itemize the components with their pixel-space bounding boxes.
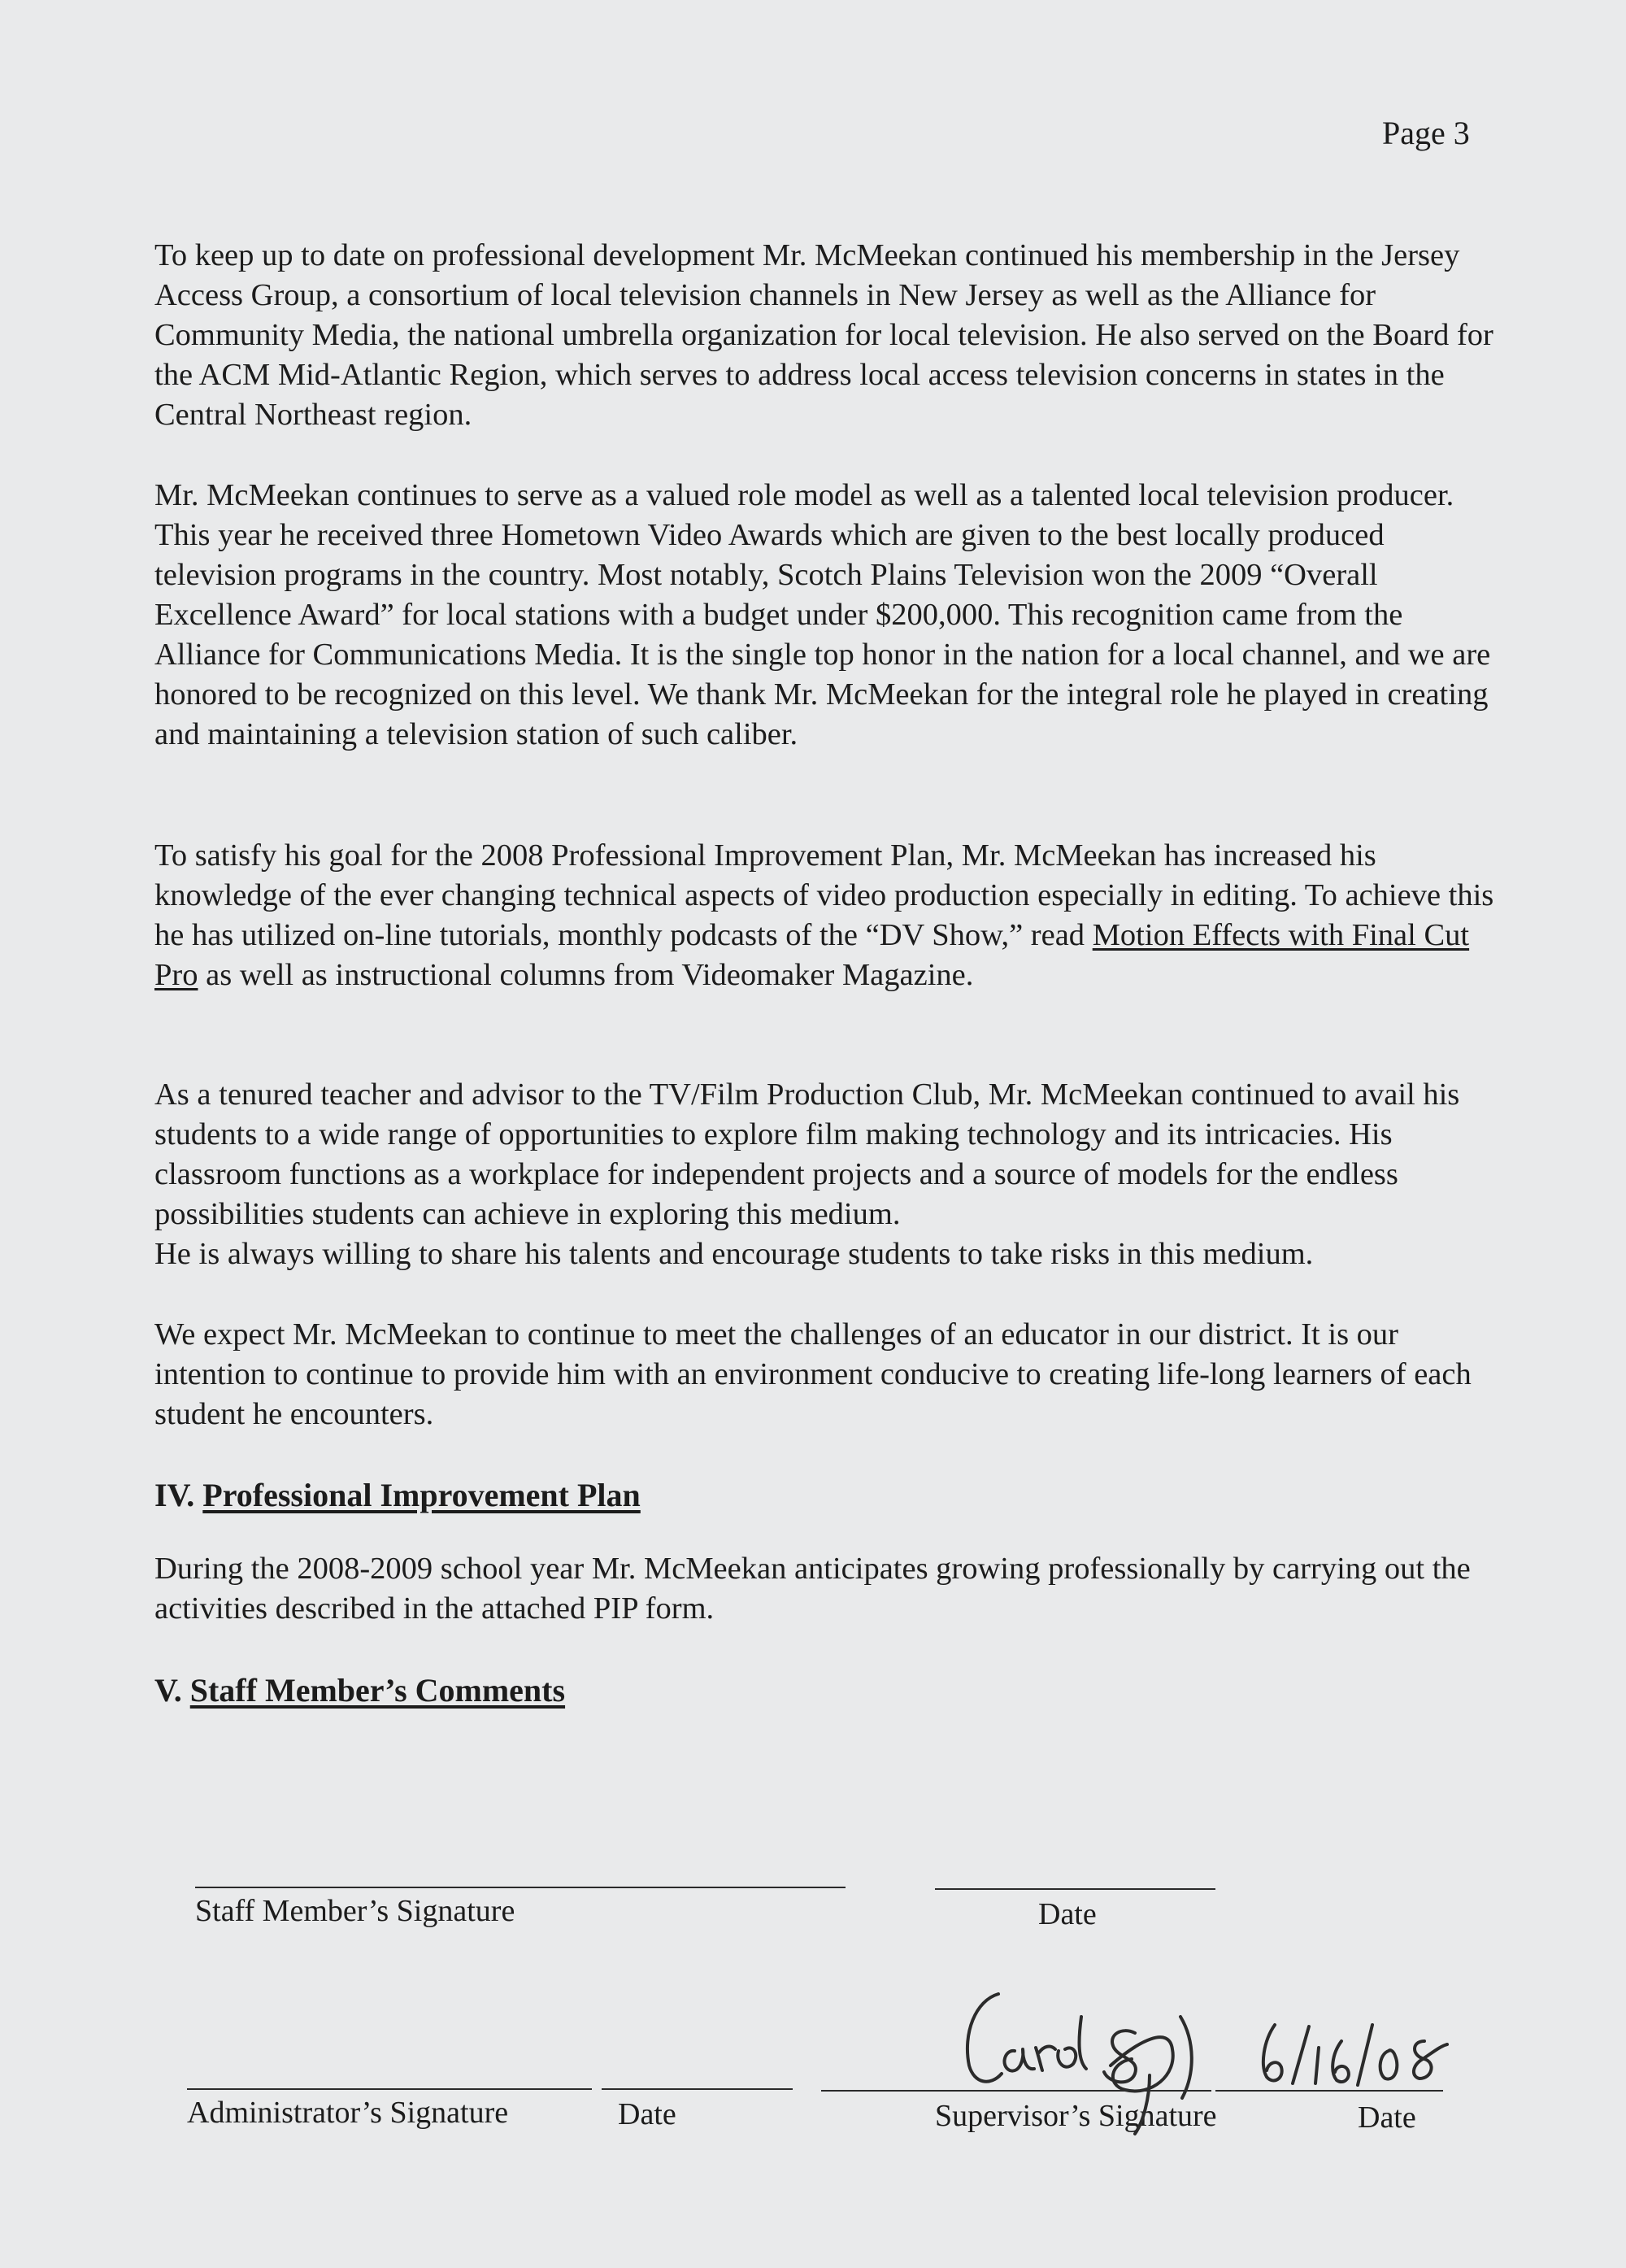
paragraph-professional-development: To keep up to date on professional development Mr. McMeekan continued his membership in the Jersey Access Group, a consortium of local television channels in New Jersey as well as the Alliance for Community Media, the national umbrella organization for local television. He also served on the Board for the ACM Mid-Atlantic Region, which serves to address local access television concerns in states in the Central Northeast region. — [154, 238, 1493, 432]
paragraph-pip: During the 2008-2009 school year Mr. McMeekan anticipates growing professionally by carrying out the activities described in the attached PIP form. — [154, 1552, 1471, 1626]
administrator-signature-label: Administrator’s Signature — [187, 2096, 509, 2130]
supervisor-date-label: Date — [1358, 2100, 1416, 2135]
paragraph-tenured-teacher: As a tenured teacher and advisor to the TV/Film Production Club, Mr. McMeekan continued to avail his students to a wide range of opportunities to explore film making technology and its intricacies. His classroom functions as a workplace for independent projects and a source of models for the endless possibilities students can achieve in exploring this medium. — [154, 1077, 1460, 1231]
staff-signature-line[interactable] — [195, 1887, 846, 1888]
administrator-date-label: Date — [618, 2097, 676, 2131]
section-heading-v — [154, 1671, 565, 1709]
supervisor-signature-label: Supervisor’s Signature — [935, 2099, 1217, 2133]
paragraph-text: To satisfy his goal for the 2008 Professional Improvement Plan, Mr. McMeekan has increased his knowledge of the ever changing technical aspects of video production especially in editing. To achieve this he has utilized on-line tutorials, monthly podcasts of the “DV Show,” read — [154, 838, 1494, 952]
paragraph-improvement-plan-goal — [154, 836, 1504, 995]
staff-date-line[interactable] — [935, 1888, 1215, 1890]
section-title: Professional Improvement Plan — [202, 1477, 641, 1513]
staff-signature-label: Staff Member’s Signature — [195, 1894, 515, 1928]
supervisor-handwritten-date — [1252, 2009, 1455, 2098]
paragraph-text: as well as instructional columns from Videomaker Magazine. — [206, 958, 974, 992]
section-number: V. — [154, 1672, 182, 1709]
section-heading-iv — [154, 1476, 641, 1514]
staff-date-label: Date — [1038, 1897, 1097, 1931]
section-title: Staff Member’s Comments — [189, 1672, 566, 1709]
paragraph-expectations: We expect Mr. McMeekan to continue to meet the challenges of an educator in our district. It is our intention to continue to provide him with an environment conducive to creating life-long learners of each student he encounters. — [154, 1317, 1472, 1431]
book-title: Motion Effects with Final Cut Pro — [154, 918, 1470, 992]
administrator-date-line[interactable] — [602, 2088, 793, 2090]
page-number: Page 3 — [1382, 115, 1470, 151]
paragraph-tenured-teacher-continued: He is always willing to share his talents and encourage students to take risks in this medium. — [154, 1237, 1314, 1271]
supervisor-handwritten-signature — [951, 1984, 1244, 2147]
administrator-signature-line[interactable] — [187, 2088, 592, 2090]
section-number: IV. — [154, 1477, 195, 1513]
paragraph-role-model: Mr. McMeekan continues to serve as a valued role model as well as a talented local television producer. This year he received three Hometown Video Awards which are given to the best locally produced television programs in the country. Most notably, Scotch Plains Television won the 2009 “Overall Excellence Award” for local stations with a budget under $200,000. This recognition came from the Alliance for Communications Media. It is the single top honor in the nation for a local channel, and we are honored to be recognized on this level. We thank Mr. McMeekan for the integral role he played in creating and maintaining a television station of such caliber. — [154, 478, 1491, 751]
